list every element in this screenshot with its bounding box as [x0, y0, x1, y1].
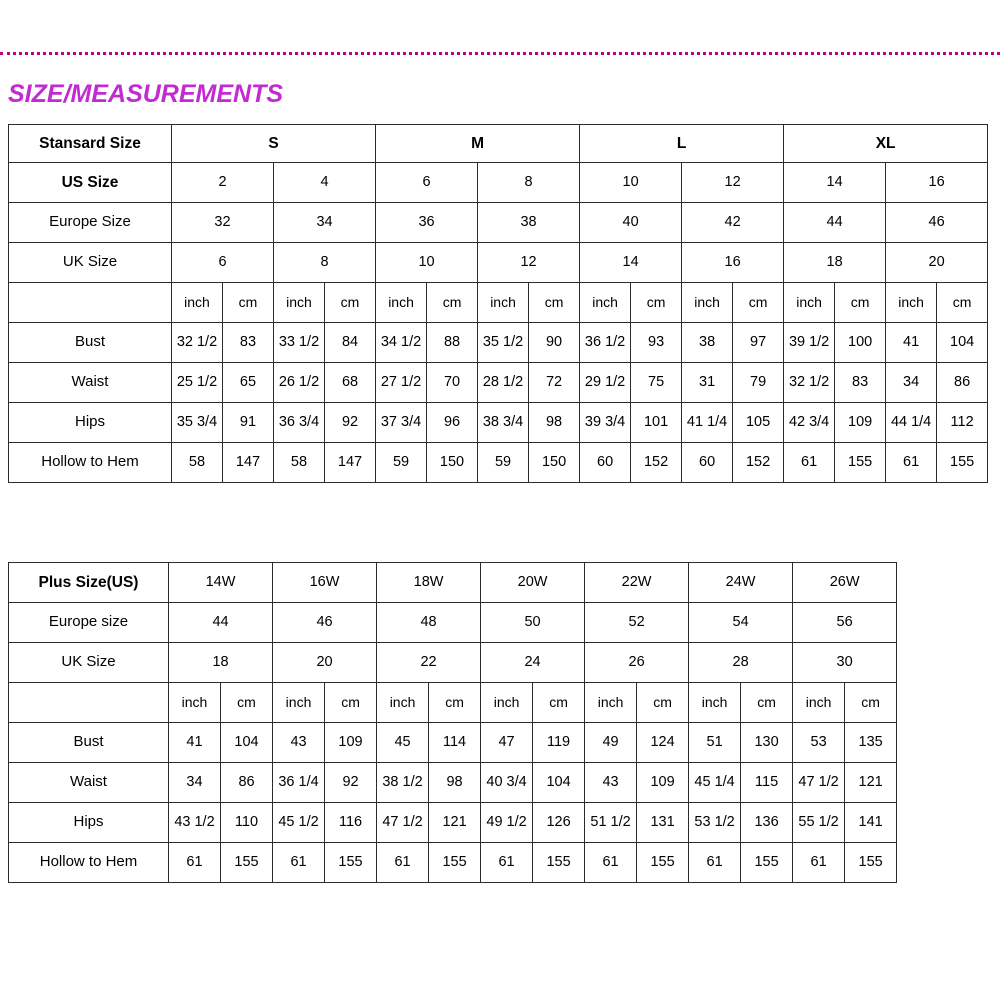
cell: 60: [682, 443, 733, 483]
cell: 51 1/2: [585, 803, 637, 843]
cell: 105: [733, 403, 784, 443]
cell: 48: [377, 603, 481, 643]
cell: 104: [533, 763, 585, 803]
table-row: [9, 363, 988, 403]
cell: 43: [585, 763, 637, 803]
table-row: [9, 603, 897, 643]
cell: 45 1/2: [273, 803, 325, 843]
cell: 58: [274, 443, 325, 483]
cell: 155: [429, 843, 481, 883]
cell: 30: [793, 643, 897, 683]
cell: 150: [427, 443, 478, 483]
cell: 59: [478, 443, 529, 483]
cell: 38 1/2: [377, 763, 429, 803]
table-row: [9, 643, 897, 683]
cell: 2: [172, 163, 274, 203]
row-label-hips: Hips: [9, 403, 172, 443]
cell: 53 1/2: [689, 803, 741, 843]
cell: 109: [637, 763, 689, 803]
cell: 46: [273, 603, 377, 643]
cell: 155: [533, 843, 585, 883]
cell: 10: [580, 163, 682, 203]
unit-label: inch: [274, 283, 325, 323]
unit-label: inch: [172, 283, 223, 323]
cell: 155: [937, 443, 988, 483]
cell: 101: [631, 403, 682, 443]
page-title: SIZE/MEASUREMENTS: [8, 80, 284, 108]
cell: 155: [845, 843, 897, 883]
cell: 98: [529, 403, 580, 443]
cell: 38: [478, 203, 580, 243]
cell: 131: [637, 803, 689, 843]
cell: 41 1/4: [682, 403, 733, 443]
table-row: [9, 723, 897, 763]
cell: 6: [376, 163, 478, 203]
cell: 45 1/4: [689, 763, 741, 803]
cell: 32 1/2: [172, 323, 223, 363]
cell: 6: [172, 243, 274, 283]
cell: 98: [429, 763, 481, 803]
cell: 70: [427, 363, 478, 403]
cell: 58: [172, 443, 223, 483]
cell: 28: [689, 643, 793, 683]
cell: 26W: [793, 563, 897, 603]
cell: 51: [689, 723, 741, 763]
unit-label: cm: [741, 683, 793, 723]
cell: 92: [325, 403, 376, 443]
table-row: [9, 763, 897, 803]
cell: 38 3/4: [478, 403, 529, 443]
cell: 34: [886, 363, 937, 403]
cell: 20: [273, 643, 377, 683]
cell: 136: [741, 803, 793, 843]
cell: 46: [886, 203, 988, 243]
cell: 14: [580, 243, 682, 283]
unit-label: cm: [529, 283, 580, 323]
cell: 44 1/4: [886, 403, 937, 443]
cell: 43: [273, 723, 325, 763]
cell: 4: [274, 163, 376, 203]
cell: 40 3/4: [481, 763, 533, 803]
table-row: [9, 843, 897, 883]
cell: 50: [481, 603, 585, 643]
unit-label: cm: [427, 283, 478, 323]
table-row: [9, 163, 988, 203]
cell: 12: [478, 243, 580, 283]
cell: 65: [223, 363, 274, 403]
row-label-standard-size: Stansard Size: [9, 125, 172, 163]
cell: 42 3/4: [784, 403, 835, 443]
cell: 53: [793, 723, 845, 763]
cell: 47 1/2: [793, 763, 845, 803]
unit-label: inch: [169, 683, 221, 723]
table-row: [9, 323, 988, 363]
cell: 14W: [169, 563, 273, 603]
cell: 147: [223, 443, 274, 483]
cell: 114: [429, 723, 481, 763]
table-row: [9, 243, 988, 283]
unit-label: inch: [580, 283, 631, 323]
cell: 34: [169, 763, 221, 803]
unit-label: inch: [273, 683, 325, 723]
cell: 20W: [481, 563, 585, 603]
cell: 52: [585, 603, 689, 643]
cell: 33 1/2: [274, 323, 325, 363]
row-label-us-size: US Size: [9, 163, 172, 203]
dotted-divider: [0, 52, 1000, 55]
row-label-bust: Bust: [9, 323, 172, 363]
cell: 61: [585, 843, 637, 883]
cell: 41: [886, 323, 937, 363]
table-row: [9, 803, 897, 843]
row-label-waist: Waist: [9, 763, 169, 803]
cell: 24W: [689, 563, 793, 603]
unit-label: inch: [784, 283, 835, 323]
unit-label: inch: [478, 283, 529, 323]
cell: 61: [481, 843, 533, 883]
cell: 41: [169, 723, 221, 763]
row-label-hips: Hips: [9, 803, 169, 843]
table-row: [9, 563, 897, 603]
group-s: S: [172, 125, 376, 163]
cell: 84: [325, 323, 376, 363]
cell: 75: [631, 363, 682, 403]
row-label-hollow-to-hem: Hollow to Hem: [9, 843, 169, 883]
unit-label: inch: [886, 283, 937, 323]
table-row: [9, 683, 897, 723]
cell: 61: [169, 843, 221, 883]
cell: 31: [682, 363, 733, 403]
cell: 68: [325, 363, 376, 403]
unit-label: cm: [845, 683, 897, 723]
cell: 152: [733, 443, 784, 483]
cell: 61: [273, 843, 325, 883]
row-label-europe-size: Europe Size: [9, 203, 172, 243]
cell: 29 1/2: [580, 363, 631, 403]
cell: 155: [637, 843, 689, 883]
cell: 16W: [273, 563, 377, 603]
row-label-hollow-to-hem: Hollow to Hem: [9, 443, 172, 483]
cell: 152: [631, 443, 682, 483]
cell: 27 1/2: [376, 363, 427, 403]
unit-label: inch: [793, 683, 845, 723]
cell: 61: [793, 843, 845, 883]
cell: 44: [784, 203, 886, 243]
cell: 109: [325, 723, 377, 763]
row-label-units-blank: [9, 683, 169, 723]
cell: 25 1/2: [172, 363, 223, 403]
cell: 124: [637, 723, 689, 763]
cell: 119: [533, 723, 585, 763]
group-m: M: [376, 125, 580, 163]
cell: 45: [377, 723, 429, 763]
cell: 155: [835, 443, 886, 483]
cell: 61: [689, 843, 741, 883]
cell: 121: [845, 763, 897, 803]
plus-size-table: [8, 562, 897, 883]
cell: 26: [585, 643, 689, 683]
cell: 39 3/4: [580, 403, 631, 443]
cell: 109: [835, 403, 886, 443]
cell: 47: [481, 723, 533, 763]
cell: 32 1/2: [784, 363, 835, 403]
cell: 91: [223, 403, 274, 443]
cell: 18: [784, 243, 886, 283]
cell: 126: [533, 803, 585, 843]
cell: 121: [429, 803, 481, 843]
cell: 42: [682, 203, 784, 243]
cell: 155: [741, 843, 793, 883]
cell: 35 3/4: [172, 403, 223, 443]
cell: 22W: [585, 563, 689, 603]
cell: 72: [529, 363, 580, 403]
row-label-waist: Waist: [9, 363, 172, 403]
cell: 130: [741, 723, 793, 763]
cell: 16: [886, 163, 988, 203]
cell: 83: [223, 323, 274, 363]
row-label-uk-size: UK Size: [9, 243, 172, 283]
row-label-europe-size: Europe size: [9, 603, 169, 643]
cell: 40: [580, 203, 682, 243]
cell: 135: [845, 723, 897, 763]
row-label-units-blank: [9, 283, 172, 323]
cell: 92: [325, 763, 377, 803]
cell: 36 1/2: [580, 323, 631, 363]
cell: 150: [529, 443, 580, 483]
table-row: [9, 283, 988, 323]
cell: 8: [274, 243, 376, 283]
cell: 36 3/4: [274, 403, 325, 443]
cell: 36 1/4: [273, 763, 325, 803]
unit-label: cm: [223, 283, 274, 323]
table-row: [9, 203, 988, 243]
cell: 34 1/2: [376, 323, 427, 363]
cell: 104: [937, 323, 988, 363]
unit-label: inch: [481, 683, 533, 723]
table-row: [9, 125, 988, 163]
cell: 147: [325, 443, 376, 483]
unit-label: cm: [637, 683, 689, 723]
cell: 141: [845, 803, 897, 843]
table-row: [9, 443, 988, 483]
cell: 35 1/2: [478, 323, 529, 363]
unit-label: cm: [835, 283, 886, 323]
unit-label: cm: [429, 683, 481, 723]
cell: 38: [682, 323, 733, 363]
unit-label: inch: [376, 283, 427, 323]
cell: 39 1/2: [784, 323, 835, 363]
cell: 10: [376, 243, 478, 283]
group-xl: XL: [784, 125, 988, 163]
cell: 12: [682, 163, 784, 203]
cell: 37 3/4: [376, 403, 427, 443]
cell: 61: [886, 443, 937, 483]
unit-label: cm: [533, 683, 585, 723]
table-row: [9, 403, 988, 443]
cell: 155: [221, 843, 273, 883]
cell: 14: [784, 163, 886, 203]
row-label-bust: Bust: [9, 723, 169, 763]
cell: 97: [733, 323, 784, 363]
unit-label: cm: [325, 683, 377, 723]
row-label-uk-size: UK Size: [9, 643, 169, 683]
unit-label: cm: [325, 283, 376, 323]
cell: 36: [376, 203, 478, 243]
group-l: L: [580, 125, 784, 163]
cell: 16: [682, 243, 784, 283]
cell: 112: [937, 403, 988, 443]
cell: 96: [427, 403, 478, 443]
cell: 86: [937, 363, 988, 403]
cell: 100: [835, 323, 886, 363]
cell: 22: [377, 643, 481, 683]
unit-label: inch: [689, 683, 741, 723]
cell: 61: [784, 443, 835, 483]
cell: 26 1/2: [274, 363, 325, 403]
cell: 83: [835, 363, 886, 403]
cell: 93: [631, 323, 682, 363]
cell: 20: [886, 243, 988, 283]
cell: 54: [689, 603, 793, 643]
cell: 79: [733, 363, 784, 403]
cell: 59: [376, 443, 427, 483]
cell: 49 1/2: [481, 803, 533, 843]
unit-label: inch: [682, 283, 733, 323]
unit-label: inch: [377, 683, 429, 723]
unit-label: inch: [585, 683, 637, 723]
cell: 86: [221, 763, 273, 803]
unit-label: cm: [937, 283, 988, 323]
cell: 61: [377, 843, 429, 883]
cell: 155: [325, 843, 377, 883]
cell: 116: [325, 803, 377, 843]
cell: 24: [481, 643, 585, 683]
cell: 110: [221, 803, 273, 843]
cell: 90: [529, 323, 580, 363]
row-label-plus-size: Plus Size(US): [9, 563, 169, 603]
cell: 55 1/2: [793, 803, 845, 843]
cell: 115: [741, 763, 793, 803]
cell: 49: [585, 723, 637, 763]
cell: 8: [478, 163, 580, 203]
cell: 18: [169, 643, 273, 683]
unit-label: cm: [221, 683, 273, 723]
unit-label: cm: [733, 283, 784, 323]
cell: 56: [793, 603, 897, 643]
cell: 47 1/2: [377, 803, 429, 843]
cell: 43 1/2: [169, 803, 221, 843]
cell: 28 1/2: [478, 363, 529, 403]
cell: 18W: [377, 563, 481, 603]
cell: 104: [221, 723, 273, 763]
standard-size-table: [8, 124, 988, 483]
cell: 44: [169, 603, 273, 643]
cell: 60: [580, 443, 631, 483]
unit-label: cm: [631, 283, 682, 323]
cell: 88: [427, 323, 478, 363]
cell: 32: [172, 203, 274, 243]
cell: 34: [274, 203, 376, 243]
